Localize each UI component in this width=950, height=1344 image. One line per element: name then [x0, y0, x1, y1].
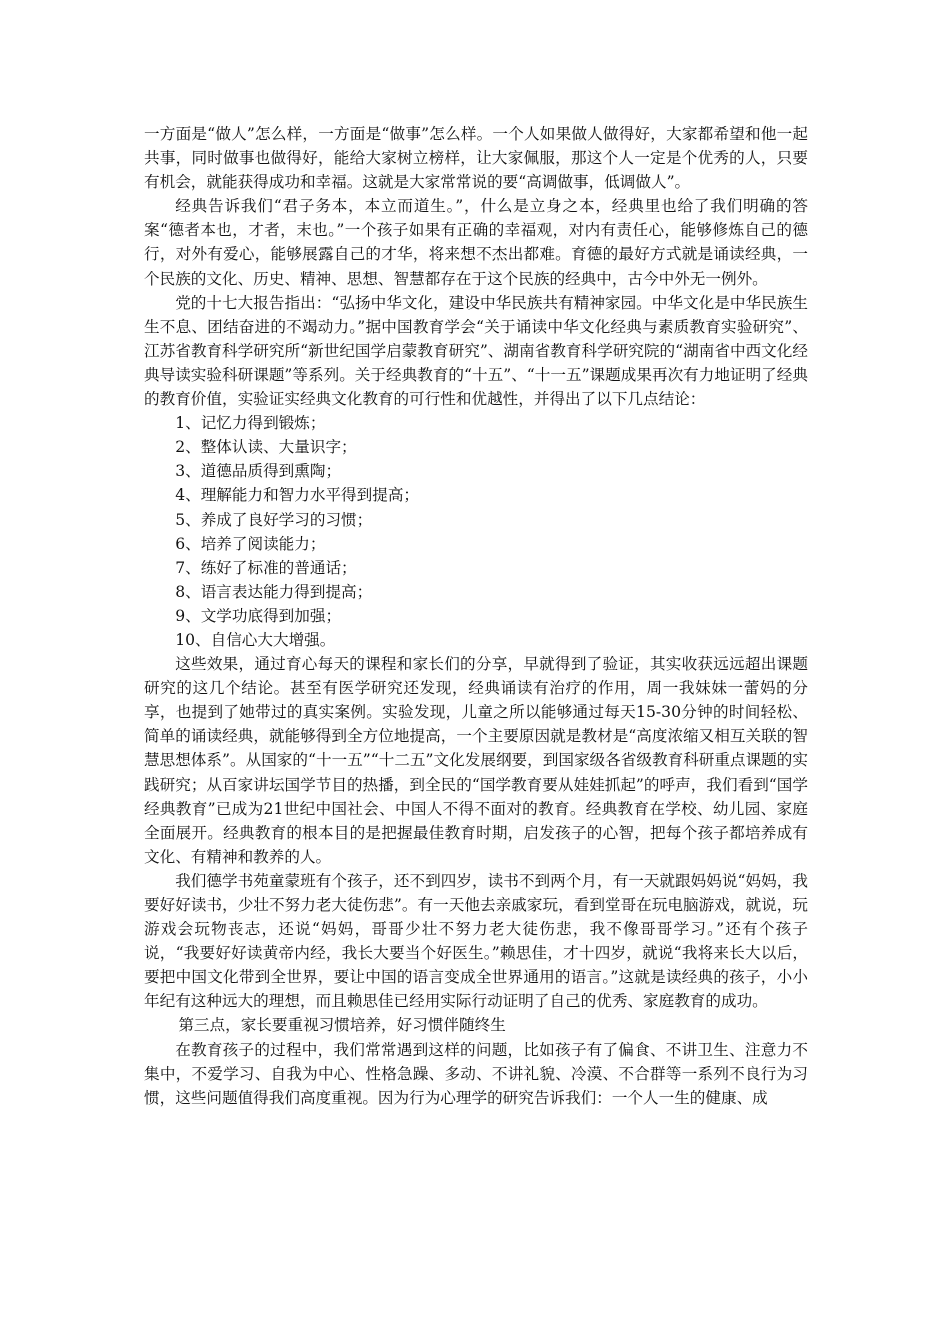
list-item: 8、语言表达能力得到提高；	[175, 582, 373, 601]
paragraph-3: 党的十七大报告指出：“弘扬中华文化，建设中华民族共有精神家园。中华文化是中华民族生生不息、团结奋进的不竭动力。”据中国教育学会“关于诵读中华文化经典与素质教育实验研究”、江苏省教育科学研究所“新世纪国学启蒙教育研究”、湖南省教育科学研究院的“湖南省中西文化经典导读实验科研课题”等系列。关于经典教育的“十五”、“十一五”课题成果再次有力地证明了经典的教育价值，实验证实经典文化教育的可行性和优越性，并得出了以下几点结论：	[144, 293, 808, 409]
list-item: 9、文学功底得到加强；	[175, 606, 342, 625]
list-item: 3、道德品质得到熏陶；	[175, 462, 342, 481]
list-item: 10、自信心大大增强。	[175, 630, 336, 649]
section-heading: 第三点，家长要重视习惯培养，好习惯伴随终生	[178, 1016, 506, 1035]
list-item: 1、记忆力得到锻炼；	[175, 414, 326, 433]
paragraph-2: 经典告诉我们“君子务本，本立而道生。”，什么是立身之本，经典里也给了我们明确的答案“德者本也，才者，末也。”一个孩子如果有正确的幸福观，对内有责任心，能够修炼自己的德行，对外有爱心，能够展露自己的才华，将来想不杰出都难。育德的最好方式就是诵读经典，一个民族的文化、历史、精神、思想、智慧都存在于这个民族的经典中，古今中外无一例外。	[144, 197, 808, 288]
paragraph-4: 这些效果，通过育心每天的课程和家长们的分享，早就得到了验证，其实收获远远超出课题研究的这几个结论。甚至有医学研究还发现，经典诵读有治疗的作用，周一我妹妹一蕾妈的分享，也提到了她带过的真实案例。实验发现，儿童之所以能够通过每天15-30分钟的时间轻松、简单的诵读经典，就能够得到全方位地提高，一个主要原因就是教材是“高度浓缩又相互关联的智慧思想体系”。从国家的“十一五”“十二五”文化发展纲要，到国家级各省级教育科研重点课题的实践研究；从百家讲坛国学节目的热播，到全民的“国学教育要从娃娃抓起”的呼声，我们看到“国学经典教育”已成为21世纪中国社会、中国人不得不面对的教育。经典教育在学校、幼儿园、家庭全面展开。经典教育的根本目的是把握最佳教育时期，启发孩子的心智，把每个孩子都培养成有文化、有精神和教养的人。	[144, 655, 808, 866]
paragraph-6: 在教育孩子的过程中，我们常常遇到这样的问题，比如孩子有了偏食、不讲卫生、注意力不集中，不爱学习、自我为中心、性格急躁、多动、不讲礼貌、冷漠、不合群等一系列不良行为习惯，这些问题值得我们高度重视。因为行为心理学的研究告诉我们：一个人一生的健康、成	[144, 1040, 808, 1107]
paragraph-5: 我们德学书苑童蒙班有个孩子，还不到四岁，读书不到两个月，有一天就跟妈妈说“妈妈，我要好好读书，少壮不努力老大徒伤悲”。有一天他去亲戚家玩，看到堂哥在玩电脑游戏，就说，玩游戏会玩物丧志，还说“妈妈，哥哥少壮不努力老大徒伤悲，我不像哥哥学习。”还有个孩子说，“我要好好读黄帝内经，我长大要当个好医生。”赖思佳，才十四岁，就说“我将来长大以后，要把中国文化带到全世界，要让中国的语言变成全世界通用的语言。”这就是读经典的孩子，小小年纪有这种远大的理想，而且赖思佳已经用实际行动证明了自己的优秀、家庭教育的成功。	[144, 871, 808, 1011]
list-item: 7、练好了标准的普通话；	[175, 558, 357, 577]
conclusion-list	[144, 411, 808, 652]
list-item: 4、理解能力和智力水平得到提高；	[175, 486, 420, 505]
paragraph-1: 一方面是“做人”怎么样，一方面是“做事”怎么样。一个人如果做人做得好，大家都希望和他一起共事，同时做事也做得好，能给大家树立榜样，让大家佩服，那这个人一定是个优秀的人，只要有机会，就能获得成功和幸福。这就是大家常常说的要“高调做事，低调做人”。	[144, 125, 808, 192]
list-item: 5、养成了良好学习的习惯；	[175, 510, 373, 529]
document-body	[144, 122, 808, 1110]
list-item: 2、整体认读、大量识字；	[175, 438, 357, 457]
list-item: 6、培养了阅读能力；	[175, 534, 326, 553]
